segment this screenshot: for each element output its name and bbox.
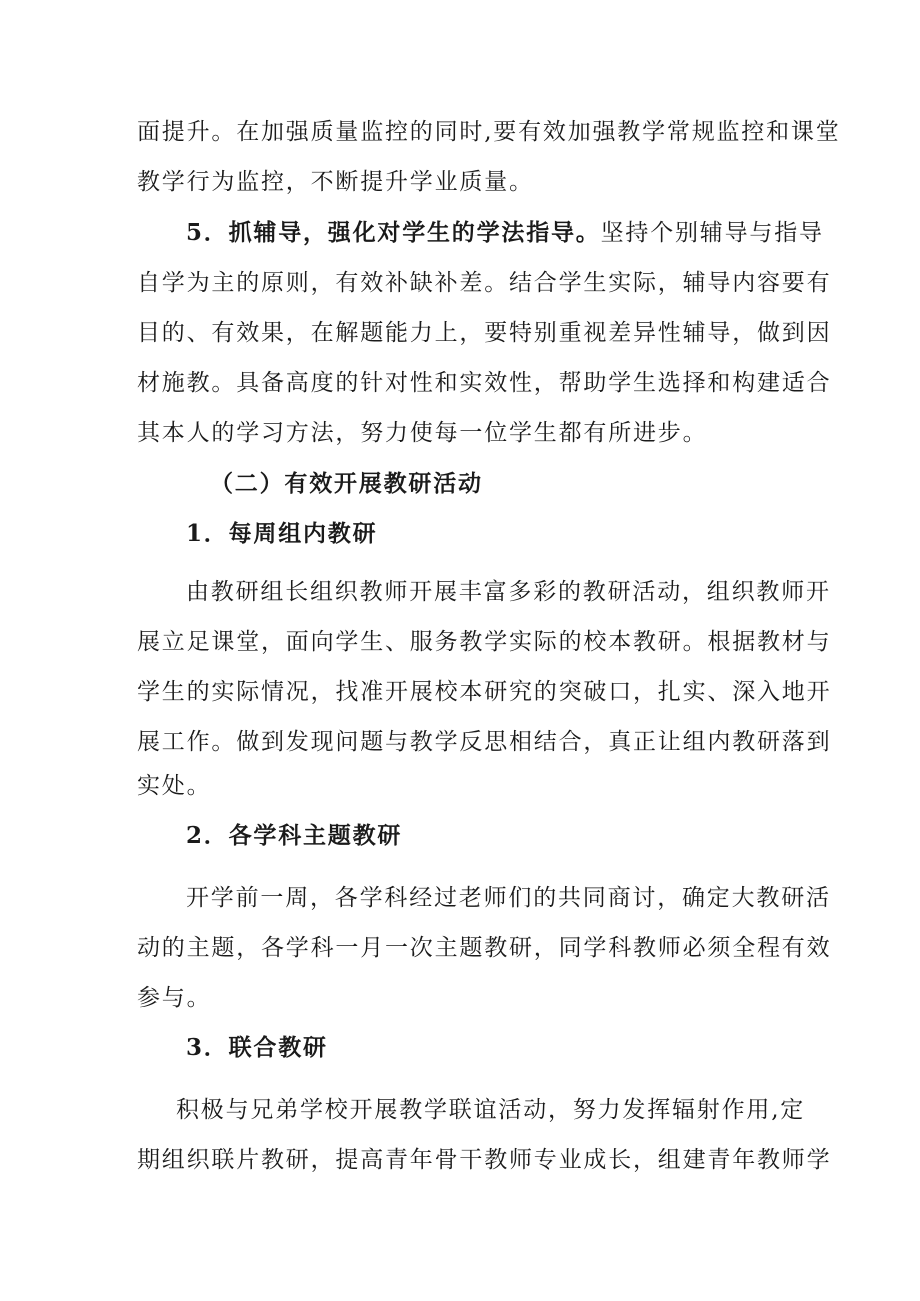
paragraph-line: 材施教。具备高度的针对性和实效性，帮助学生选择和构建适合 — [137, 370, 832, 396]
paragraph-line: 自学为主的原则，有效补缺补差。结合学生实际，辅导内容要有 — [137, 270, 832, 296]
paragraph-line: 其本人的学习方法，努力使每一位学生都有所进步。 — [137, 420, 708, 446]
paragraph-line: 动的主题，各学科一月一次主题教研，同学科教师必须全程有效 — [137, 935, 832, 961]
paragraph-line: 由教研组长组织教师开展丰富多彩的教研活动，组织教师开 — [186, 579, 831, 605]
paragraph-line: 积极与兄弟学校开展教学联谊活动，努力发挥辐射作用,定 — [176, 1097, 806, 1123]
paragraph-line: 参与。 — [137, 985, 212, 1011]
paragraph-line: 开学前一周，各学科经过老师们的共同商讨，确定大教研活 — [186, 885, 831, 911]
paragraph-line: 面提升。在加强质量监控的同时,要有效加强教学常规监控和课堂 — [137, 119, 841, 145]
paragraph-line: 目的、有效果，在解题能力上，要特别重视差异性辅导，做到因 — [137, 320, 832, 346]
subsection-title-2: 2．各学科主题教研 — [186, 822, 403, 849]
section-heading: （二）有效开展教研活动 — [210, 470, 483, 497]
subsection-title-3: 3．联合教研 — [186, 1034, 328, 1061]
paragraph-line: 展立足课堂，面向学生、服务教学实际的校本教研。根据教材与 — [137, 629, 832, 655]
paragraph-line: 期组织联片教研，提高青年骨干教师专业成长，组建青年教师学 — [137, 1147, 832, 1173]
item5-lead: 5．抓辅导，强化对学生的学法指导。 — [186, 219, 601, 246]
paragraph-line: 教学行为监控，不断提升学业质量。 — [137, 169, 534, 195]
paragraph-line: 实处。 — [137, 773, 212, 799]
item5-first-rest: 坚持个别辅导与指导 — [600, 220, 824, 246]
paragraph-line: 学生的实际情况，找准开展校本研究的突破口，扎实、深入地开 — [137, 679, 832, 705]
item5-first-line — [186, 218, 846, 248]
subsection-title-1: 1．每周组内教研 — [186, 520, 378, 547]
paragraph-line: 展工作。做到发现问题与教学反思相结合，真正让组内教研落到 — [137, 729, 832, 755]
